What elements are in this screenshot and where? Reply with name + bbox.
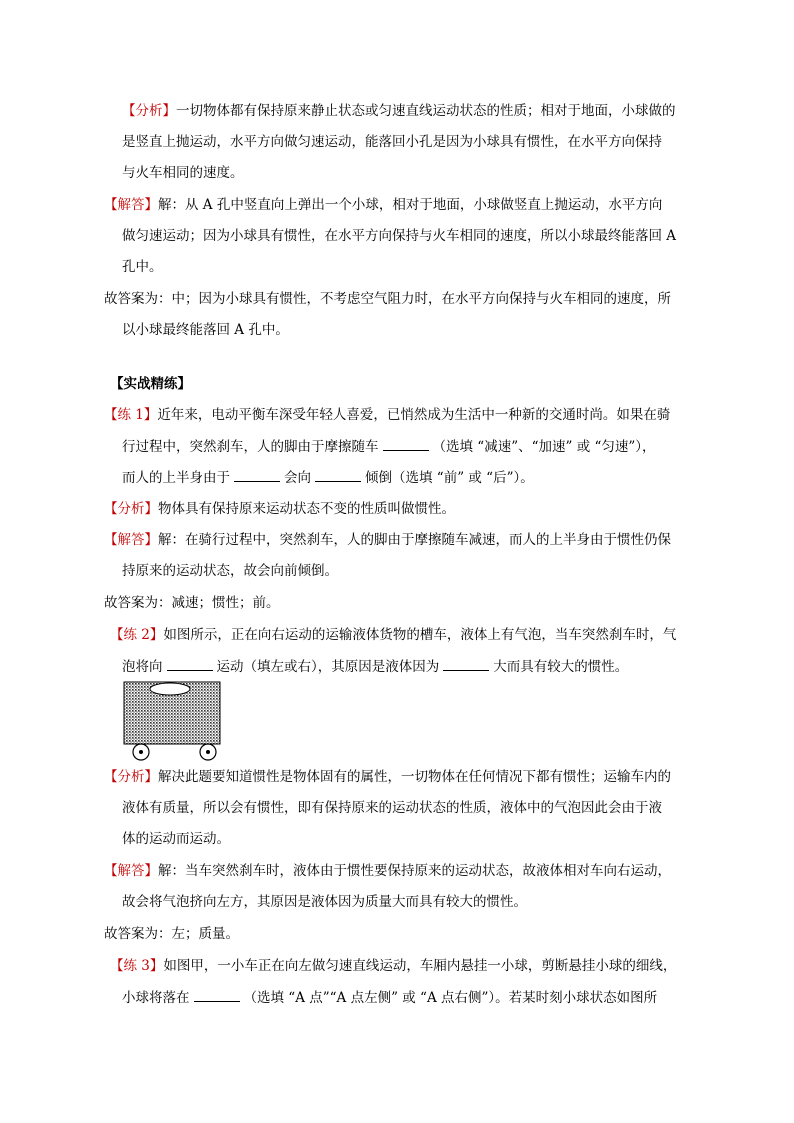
analysis-label: 【分析】 [122, 103, 176, 119]
answer-blank [443, 656, 489, 671]
question-3-label: 【练 3】 [110, 958, 164, 974]
question-3-line: 【练 3】如图甲，一小车正在向左做匀速直线运动，车厢内悬挂一小球，剪断悬挂小球的细线， [110, 958, 677, 974]
question-1-line: 而人的上半身由于 会向 倾倒（选填 “前” 或 “后”）。 [122, 467, 534, 488]
question-2-line: 【练 2】如图所示，正在向右运动的运输液体货物的槽车，液体上有气泡，当车突然刹车时，气 [110, 627, 677, 643]
answer-line: 故答案为：中；因为小球具有惯性，不考虑空气阻力时，在水平方向保持与火车相同的速度，所 [104, 291, 671, 307]
answer-blank [315, 467, 361, 482]
question-2-label: 【练 2】 [110, 627, 164, 643]
analysis-line: 【分析】解决此题要知道惯性是物体固有的属性，一切物体在任何情况下都有惯性；运输车内的 [104, 769, 671, 785]
wheel-hub [206, 750, 210, 754]
solution-label: 【解答】 [104, 197, 158, 213]
wheel-hub [139, 750, 143, 754]
answer-line: 以小球最终能落回 A 孔中。 [122, 322, 289, 338]
question-1-line: 行过程中，突然刹车，人的脚由于摩擦随车 （选填 “减速”、“加速” 或 “匀速”）， [122, 436, 656, 457]
answer-blank [234, 467, 280, 482]
analysis-line: 体的运动而运动。 [122, 831, 230, 847]
analysis-line: 【分析】物体具有保持原来运动状态不变的性质叫做惯性。 [104, 501, 455, 517]
solution-line: 做匀速运动；因为小球具有惯性，在水平方向保持与火车相同的速度，所以小球最终能落回 A [122, 228, 677, 244]
question-1-line: 【练 1】近年来，电动平衡车深受年轻人喜爱，已悄然成为生活中一种新的交通时尚。如果在骑 [104, 407, 671, 423]
solution-line: 【解答】解：在骑行过程中，突然刹车，人的脚由于摩擦随车减速，而人的上半身由于惯性仍保 [104, 532, 671, 548]
analysis-line: 【分析】一切物体都有保持原来静止状态或匀速直线运动状态的性质；相对于地面，小球做的 [122, 103, 676, 119]
analysis-line: 是竖直上抛运动，水平方向做匀速运动，能落回小孔是因为小球具有惯性，在水平方向保持 [122, 134, 662, 150]
analysis-line: 与火车相同的速度。 [122, 165, 244, 181]
solution-line: 持原来的运动状态，故会向前倾倒。 [122, 563, 338, 579]
question-1-label: 【练 1】 [104, 407, 158, 423]
tank-truck-figure [120, 680, 230, 762]
answer-blank [194, 987, 240, 1002]
question-3-line: 小球将落在 （选填 “A 点”“A 点左侧” 或 “A 点右侧”）。若某时刻小球状态如图所 [122, 987, 657, 1008]
solution-line: 故会将气泡挤向左方，其原因是液体因为质量大而具有较大的惯性。 [122, 894, 527, 910]
solution-line: 【解答】解：从 A 孔中竖直向上弹出一个小球，相对于地面，小球做竖直上抛运动，水平方向 [104, 197, 663, 213]
answer-line: 故答案为：左；质量。 [104, 926, 239, 942]
question-2-line: 泡将向 运动（填左或右），其原因是液体因为 大而具有较大的惯性。 [122, 656, 628, 677]
answer-blank [383, 436, 429, 451]
section-title: 【实战精练】 [110, 376, 191, 392]
air-bubble [150, 683, 190, 695]
analysis-label: 【分析】 [104, 501, 158, 517]
analysis-label: 【分析】 [104, 769, 158, 785]
solution-label: 【解答】 [104, 532, 158, 548]
solution-label: 【解答】 [104, 863, 158, 879]
answer-blank [167, 656, 213, 671]
solution-line: 孔中。 [122, 259, 163, 275]
solution-line: 【解答】解：当车突然刹车时，液体由于惯性要保持原来的运动状态，故液体相对车向右运动， [104, 863, 671, 879]
analysis-line: 液体有质量，所以会有惯性，即有保持原来的运动状态的性质，液体中的气泡因此会由于液 [122, 800, 662, 816]
answer-line: 故答案为：减速；惯性；前。 [104, 595, 280, 611]
